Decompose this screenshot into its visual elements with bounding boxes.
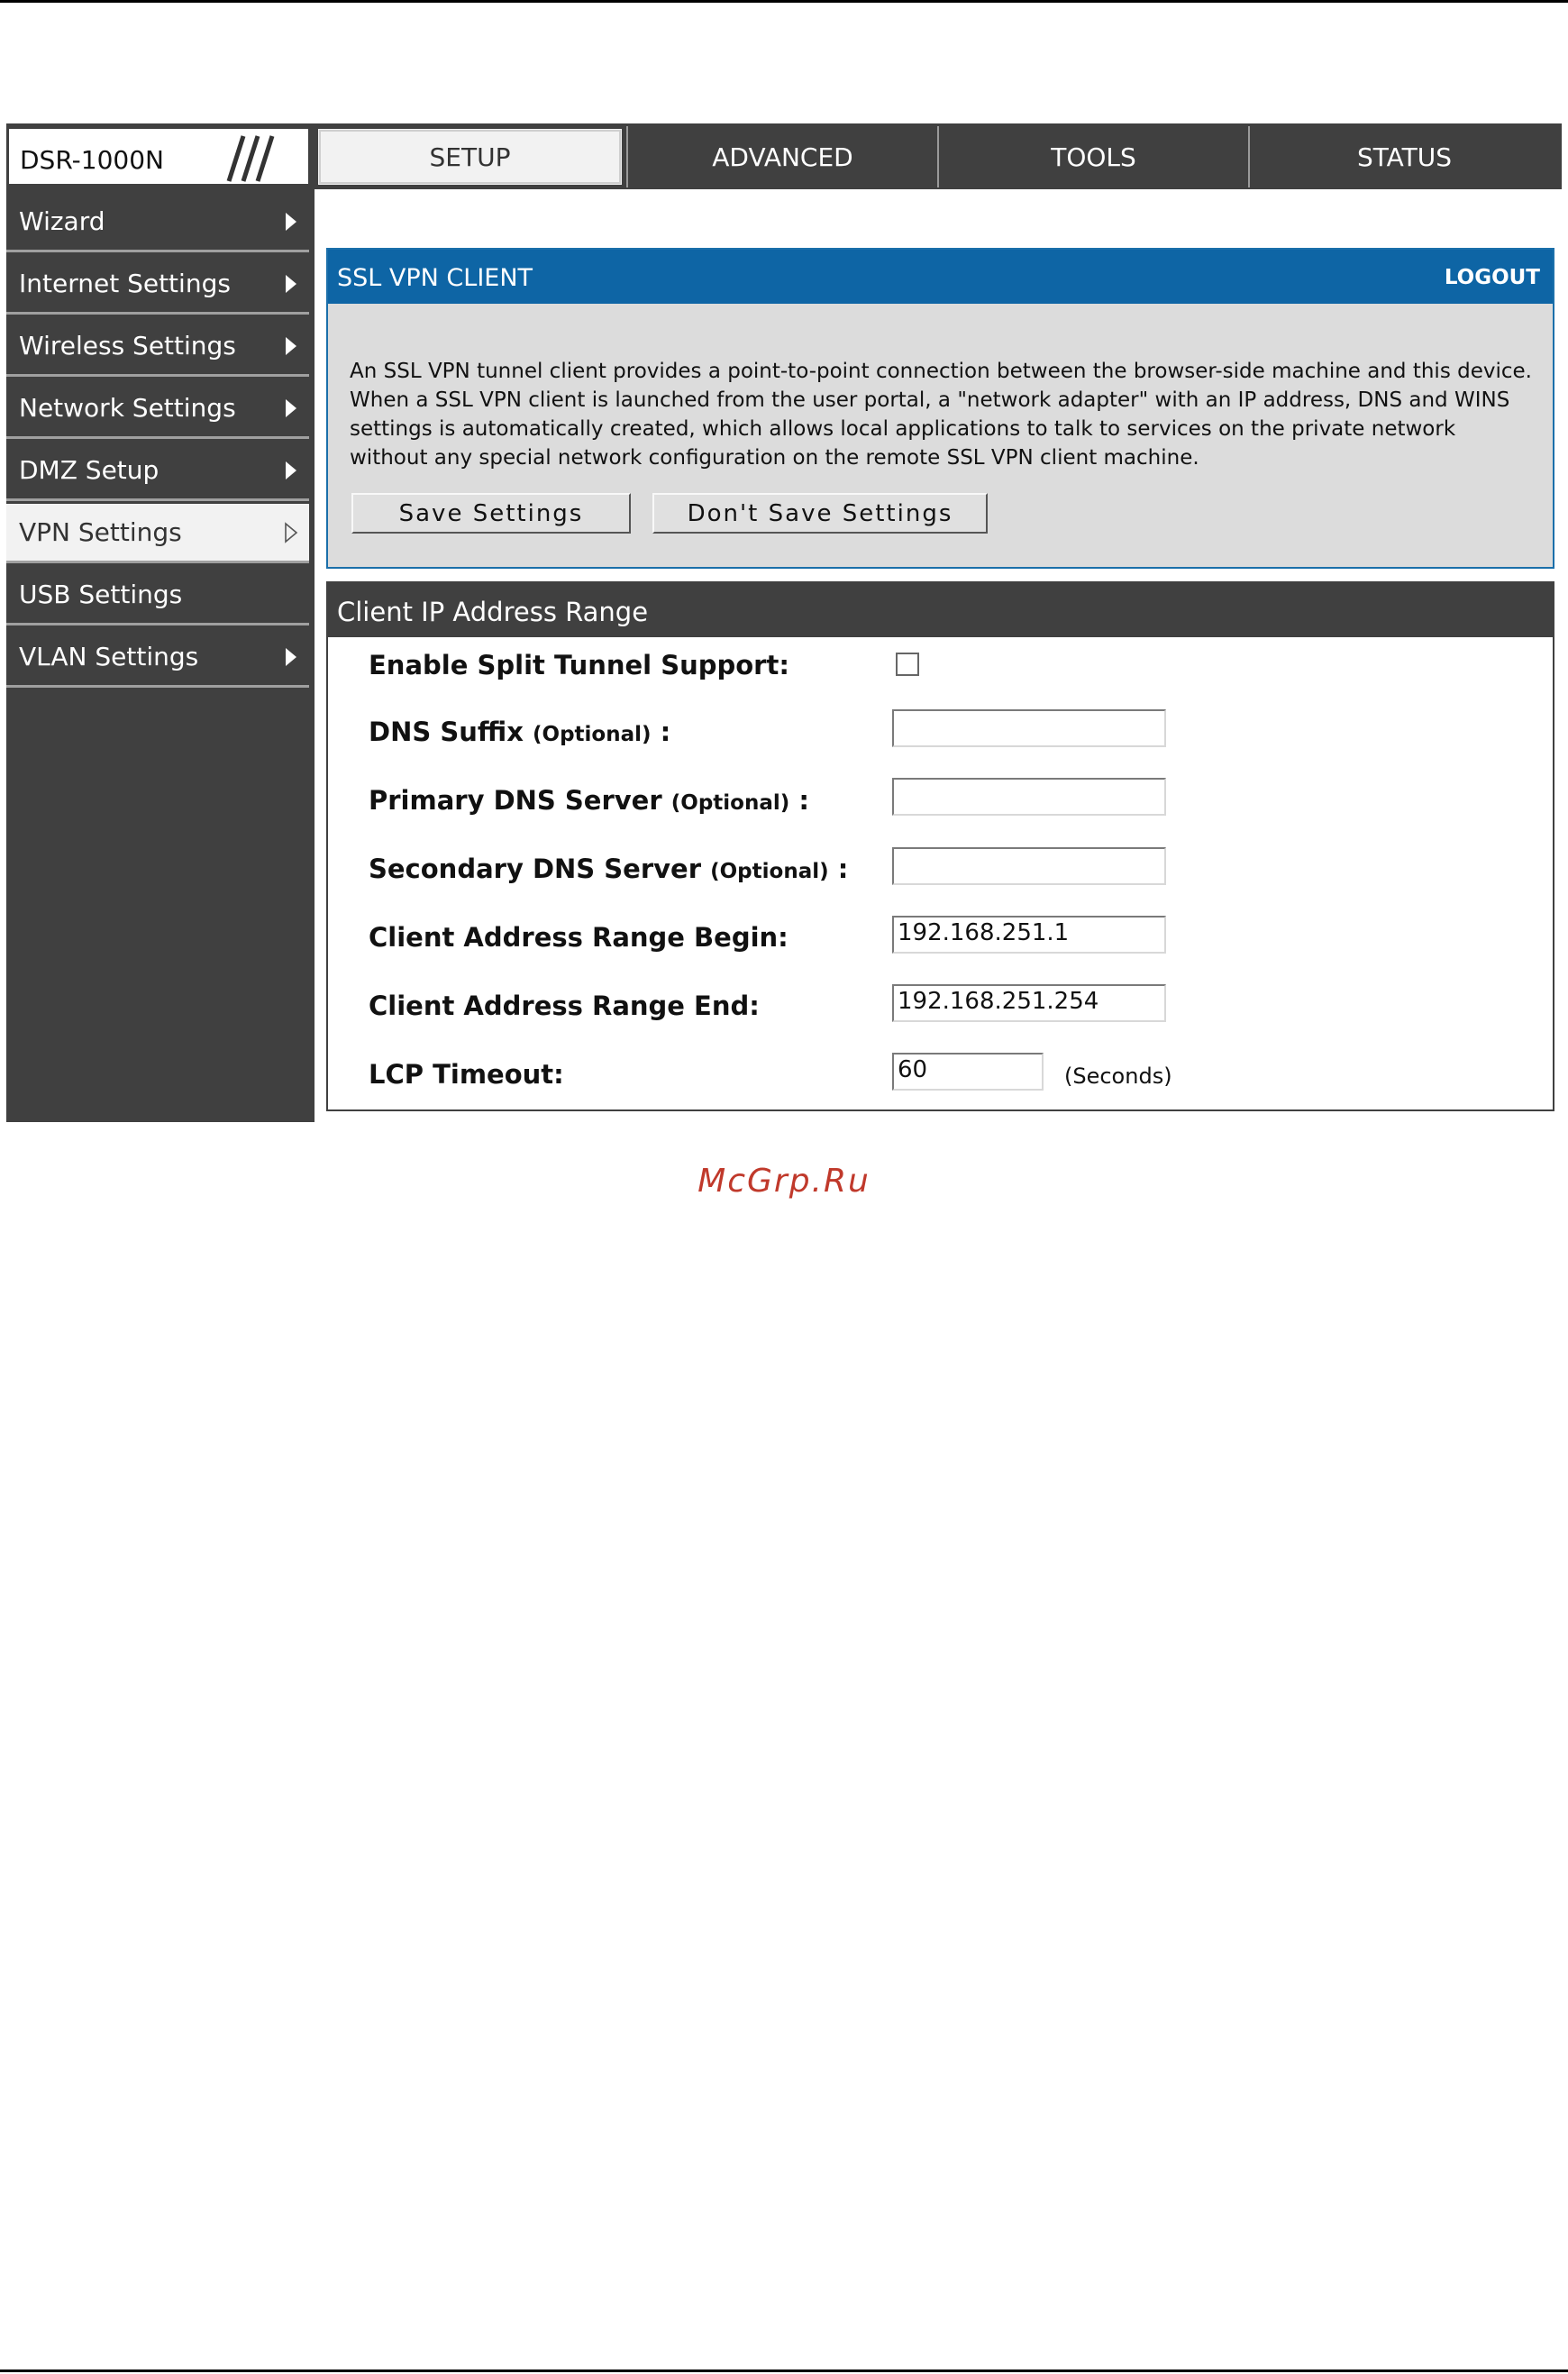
arrow-right-outline-icon bbox=[284, 522, 298, 543]
sidebar-item-vlan[interactable] bbox=[6, 628, 309, 688]
page-top-rule bbox=[0, 0, 1568, 3]
dont-save-settings-button[interactable]: Don't Save Settings bbox=[652, 493, 988, 534]
split-tunnel-checkbox[interactable] bbox=[896, 653, 919, 676]
tab-tools[interactable]: TOOLS bbox=[937, 126, 1248, 187]
primary-dns-input[interactable] bbox=[892, 778, 1166, 816]
label-colon: : bbox=[660, 717, 671, 747]
secondary-dns-input[interactable] bbox=[892, 847, 1166, 885]
dns-suffix-label bbox=[369, 717, 670, 747]
save-settings-button[interactable]: Save Settings bbox=[351, 493, 631, 534]
watermark-text: McGrp.Ru bbox=[697, 1163, 871, 1200]
sidebar-item-label: VPN Settings bbox=[19, 517, 182, 547]
label-colon: : bbox=[798, 785, 809, 816]
page-bottom-rule bbox=[0, 2369, 1568, 2372]
range-end-input[interactable]: 192.168.251.254 bbox=[892, 984, 1166, 1022]
label-text: DNS Suffix bbox=[369, 717, 524, 747]
optional-note: (Optional) bbox=[710, 860, 829, 883]
brand-slashes-icon bbox=[209, 132, 281, 185]
panel-header bbox=[328, 583, 1553, 637]
arrow-right-icon bbox=[284, 397, 298, 419]
tab-setup[interactable]: SETUP bbox=[315, 126, 624, 187]
panel-description: An SSL VPN tunnel client provides a point-to-point connection between the browser-side machine and this device. When a SSL VPN client is launched from the user portal, a "network adapter" with an IP address, DNS and WINS settings is automatically created, which allows local applications to talk to services on the private network without any special network configuration on the remote SSL VPN client machine. bbox=[350, 360, 1532, 470]
arrow-right-icon bbox=[284, 335, 298, 357]
range-begin-label: Client Address Range Begin: bbox=[369, 922, 789, 953]
sidebar-item-label: Network Settings bbox=[19, 393, 236, 423]
sidebar-item-wireless[interactable] bbox=[6, 317, 309, 377]
optional-note: (Optional) bbox=[670, 791, 790, 815]
sidebar-item-label: Internet Settings bbox=[19, 269, 231, 298]
sidebar-item-label: Wireless Settings bbox=[19, 331, 236, 361]
sidebar-item-label: Wizard bbox=[19, 206, 105, 236]
sidebar-item-wizard[interactable] bbox=[6, 193, 309, 252]
arrow-right-icon bbox=[284, 273, 298, 295]
sidebar-item-internet[interactable] bbox=[6, 255, 309, 315]
sidebar-item-vpn[interactable] bbox=[6, 504, 309, 563]
sidebar-item-network[interactable] bbox=[6, 379, 309, 439]
range-end-label: Client Address Range End: bbox=[369, 991, 760, 1021]
model-name: DSR-1000N bbox=[20, 145, 164, 175]
panel-title: Client IP Address Range bbox=[337, 597, 649, 627]
brand-box bbox=[7, 127, 310, 186]
dns-suffix-input[interactable] bbox=[892, 709, 1166, 747]
lcp-timeout-label: LCP Timeout: bbox=[369, 1059, 564, 1090]
arrow-right-icon bbox=[284, 646, 298, 668]
optional-note: (Optional) bbox=[533, 723, 652, 746]
lcp-timeout-input[interactable]: 60 bbox=[892, 1053, 1044, 1091]
sidebar-item-usb[interactable] bbox=[6, 566, 309, 625]
label-colon: : bbox=[837, 854, 849, 884]
panel-header bbox=[328, 250, 1553, 304]
tab-status[interactable]: STATUS bbox=[1248, 126, 1559, 187]
label-text: Secondary DNS Server bbox=[369, 854, 701, 884]
arrow-right-icon bbox=[284, 211, 298, 233]
logout-link[interactable]: LOGOUT bbox=[1444, 266, 1540, 289]
sidebar-item-dmz[interactable] bbox=[6, 442, 309, 501]
tab-advanced[interactable]: ADVANCED bbox=[626, 126, 937, 187]
split-tunnel-label: Enable Split Tunnel Support: bbox=[369, 650, 789, 680]
primary-dns-label bbox=[369, 785, 809, 816]
secondary-dns-label bbox=[369, 854, 848, 884]
ssl-vpn-client-panel bbox=[326, 248, 1554, 569]
range-begin-input[interactable]: 192.168.251.1 bbox=[892, 916, 1166, 954]
sidebar-item-label: USB Settings bbox=[19, 580, 183, 609]
client-ip-range-panel bbox=[326, 581, 1554, 1111]
panel-title: SSL VPN CLIENT bbox=[337, 264, 533, 292]
arrow-right-icon bbox=[284, 460, 298, 481]
label-text: Primary DNS Server bbox=[369, 785, 662, 816]
lcp-timeout-units: (Seconds) bbox=[1064, 1064, 1172, 1089]
sidebar-item-label: DMZ Setup bbox=[19, 455, 160, 485]
sidebar-item-label: VLAN Settings bbox=[19, 642, 199, 671]
